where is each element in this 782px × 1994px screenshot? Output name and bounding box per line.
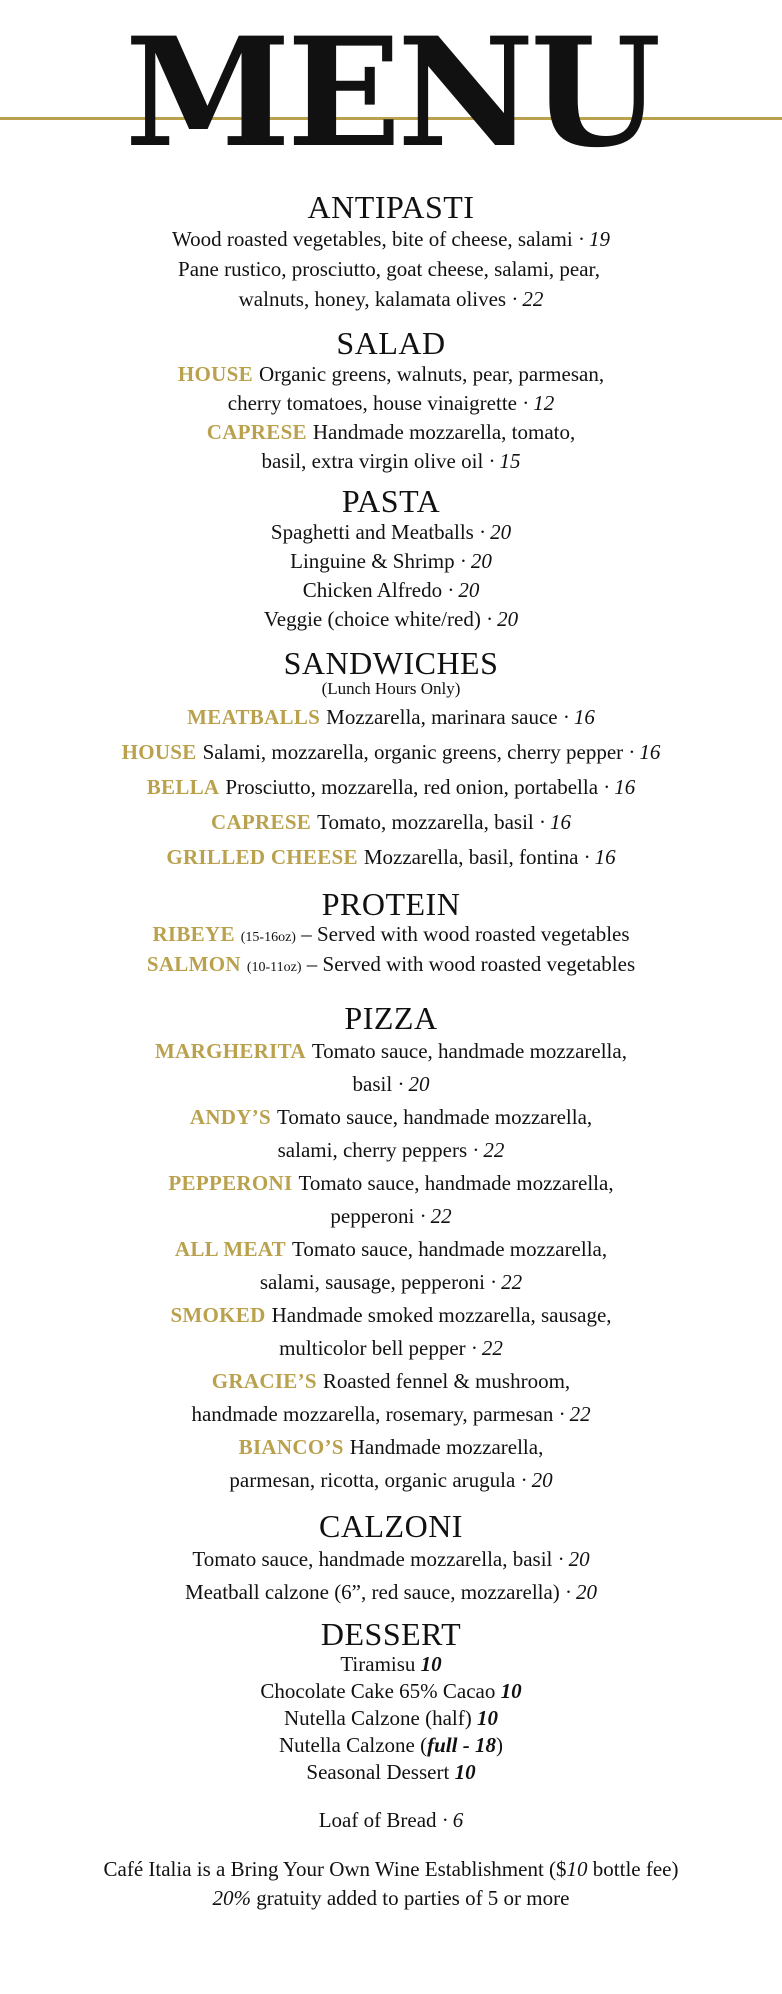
menu-item: multicolor bell pepper · 22 xyxy=(279,1336,503,1360)
section-heading: PROTEIN xyxy=(321,886,461,922)
bread-item: Loaf of Bread · 6 xyxy=(318,1808,464,1832)
section-pizza xyxy=(0,1001,782,1497)
item-name: MARGHERITA xyxy=(155,1039,306,1063)
menu-item: basil · 20 xyxy=(352,1072,430,1096)
menu-item: Tiramisu 10 xyxy=(340,1652,442,1676)
item-name: BELLA xyxy=(146,775,220,799)
item-name: HOUSE xyxy=(121,740,197,764)
menu-item: PEPPERONI Tomato sauce, handmade mozzarella, xyxy=(168,1171,614,1195)
menu-item: salami, cherry peppers · 22 xyxy=(277,1138,505,1162)
menu-item: CAPRESE Handmade mozzarella, tomato, xyxy=(206,420,576,444)
item-name: BIANCO’S xyxy=(238,1435,344,1459)
menu-item: Seasonal Dessert 10 xyxy=(306,1760,476,1784)
menu-item: pepperoni · 22 xyxy=(330,1204,452,1228)
menu-item: salami, sausage, pepperoni · 22 xyxy=(259,1270,523,1294)
menu-item: parmesan, ricotta, organic arugula · 20 xyxy=(229,1468,553,1492)
section-antipasti xyxy=(0,190,782,314)
menu-item: MEATBALLS Mozzarella, marinara sauce · 16 xyxy=(187,705,595,729)
menu-item: ALL MEAT Tomato sauce, handmade mozzarella, xyxy=(174,1237,608,1261)
menu-item: Chocolate Cake 65% Cacao 10 xyxy=(260,1679,522,1703)
menu-item: ANDY’S Tomato sauce, handmade mozzarella, xyxy=(189,1105,593,1129)
menu-item: SMOKED Handmade smoked mozzarella, sausage, xyxy=(170,1303,612,1327)
menu-item: Linguine & Shrimp · 20 xyxy=(290,549,492,573)
section-pasta xyxy=(0,484,782,634)
byob-note: Café Italia is a Bring Your Own Wine Establishment ($10 bottle fee) xyxy=(103,1857,679,1881)
section-heading: PASTA xyxy=(341,483,441,519)
menu-item: Nutella Calzone (full - 18) xyxy=(279,1733,503,1757)
menu-item: Wood roasted vegetables, bite of cheese, salami · 19 xyxy=(172,227,610,251)
section-dessert xyxy=(0,1617,782,1786)
item-name: SMOKED xyxy=(170,1303,266,1327)
menu-item: HOUSE Salami, mozzarella, organic greens, cherry pepper · 16 xyxy=(121,740,661,764)
menu-item: Pane rustico, prosciutto, goat cheese, salami, pear, xyxy=(178,257,600,281)
section-calzoni xyxy=(0,1509,782,1609)
section-subheading: (Lunch Hours Only) xyxy=(321,679,461,698)
menu-item: BELLA Prosciutto, mozzarella, red onion, portabella · 16 xyxy=(146,775,636,799)
item-name: CAPRESE xyxy=(211,810,312,834)
item-name: GRACIE’S xyxy=(211,1369,317,1393)
menu-item: Veggie (choice white/red) · 20 xyxy=(263,607,519,631)
menu-item: HOUSE Organic greens, walnuts, pear, parmesan, xyxy=(177,362,605,386)
menu-item: GRACIE’S Roasted fennel & mushroom, xyxy=(211,1369,571,1393)
item-name: ANDY’S xyxy=(189,1105,271,1129)
menu-item: MARGHERITA Tomato sauce, handmade mozzarella, xyxy=(155,1039,627,1063)
section-heading: SANDWICHES xyxy=(283,645,499,681)
item-name: ALL MEAT xyxy=(174,1237,286,1261)
menu-item: Meatball calzone (6”, red sauce, mozzarella) · 20 xyxy=(184,1580,598,1604)
item-name: RIBEYE xyxy=(152,922,235,946)
section-heading: SALAD xyxy=(336,325,446,361)
item-name: HOUSE xyxy=(177,362,253,386)
page-title: MENU xyxy=(124,5,658,181)
menu-item: Spaghetti and Meatballs · 20 xyxy=(270,520,512,544)
menu-item: walnuts, honey, kalamata olives · 22 xyxy=(238,287,544,311)
gratuity-note: 20% gratuity added to parties of 5 or more xyxy=(212,1886,570,1910)
menu-item: handmade mozzarella, rosemary, parmesan · 22 xyxy=(191,1402,591,1426)
menu-item: GRILLED CHEESE Mozzarella, basil, fontina · 16 xyxy=(166,845,616,869)
section-protein xyxy=(0,887,782,981)
menu-item: Nutella Calzone (half) 10 xyxy=(284,1706,498,1730)
menu-item: SALMON (10-11oz) – Served with wood roasted vegetables xyxy=(146,952,636,976)
section-heading: PIZZA xyxy=(344,1000,438,1036)
menu-item: basil, extra virgin olive oil · 15 xyxy=(261,449,521,473)
menu-item: CAPRESE Tomato, mozzarella, basil · 16 xyxy=(211,810,571,834)
menu-item: cherry tomatoes, house vinaigrette · 12 xyxy=(227,391,555,415)
menu-item: Chicken Alfredo · 20 xyxy=(302,578,480,602)
item-name: CAPRESE xyxy=(206,420,307,444)
item-name: MEATBALLS xyxy=(187,705,321,729)
section-salad xyxy=(0,326,782,476)
section-heading: CALZONI xyxy=(319,1508,463,1544)
menu-item: RIBEYE (15-16oz) – Served with wood roasted vegetables xyxy=(152,922,630,946)
item-name: GRILLED CHEESE xyxy=(166,845,358,869)
menu-item: Tomato sauce, handmade mozzarella, basil · 20 xyxy=(192,1547,590,1571)
section-heading: DESSERT xyxy=(320,1616,462,1652)
menu-item: BIANCO’S Handmade mozzarella, xyxy=(238,1435,544,1459)
section-sandwiches xyxy=(0,646,782,875)
item-name: SALMON xyxy=(146,952,241,976)
section-heading: ANTIPASTI xyxy=(307,189,475,225)
menu-content xyxy=(0,190,782,1913)
item-name: PEPPERONI xyxy=(168,1171,293,1195)
